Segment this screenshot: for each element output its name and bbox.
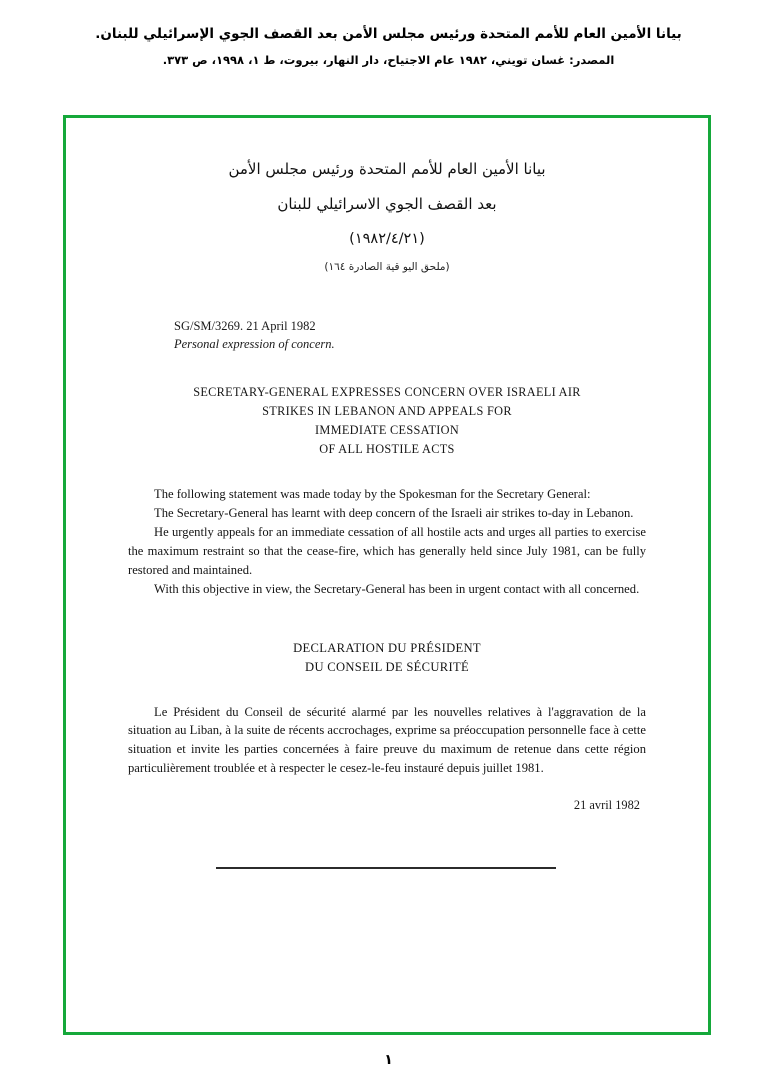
english-paragraph: The Secretary-General has learnt with deep concern of the Israeli air strikes to-day in Lebanon. <box>154 506 634 521</box>
english-heading-line: IMMEDIATE CESSATION <box>314 423 460 438</box>
english-body <box>128 485 646 598</box>
reference-block <box>174 317 646 353</box>
french-heading-line: DU CONSEIL DE SÉCURITÉ <box>305 659 469 674</box>
arabic-title-line2: بعد القصف الجوي الاسرائيلي للبنان <box>277 195 497 213</box>
source-header-title: بيانا الأمين العام للأمم المتحدة ورئيس مجلس الأمن بعد القصف الجوي الإسرائيلي للبنان. <box>95 26 682 42</box>
english-paragraph: The following statement was made today by the Spokesman for the Secretary General: <box>154 487 591 502</box>
french-paragraph: Le Président du Conseil de sécurité alarmé par les nouvelles relatives à l'aggravation de la situation au Liban, à la suite de récents accrochages, exprime sa préoccupation personnelle face à cette situation et invite les parties concernées à faire preuve du maximum de retenue dans cette région particulièrement troublée et à respecter le cesez-le-feu instauré depuis juillet 1981. <box>128 704 646 776</box>
arabic-title-note: (ملحق اليو قية الصادرة ١٦٤) <box>324 261 450 273</box>
french-heading-line: DECLARATION DU PRÉSIDENT <box>293 640 481 655</box>
arabic-title-date: (١٩٨٢/٤/٢١) <box>349 231 425 247</box>
arabic-title-block <box>128 160 646 273</box>
french-body <box>128 703 646 779</box>
english-paragraph: He urgently appeals for an immediate cessation of all hostile acts and urges all parties to exercise the maximum restraint so that the cease-fire, which has generally held since July 1981, can be fully restored and maintained. <box>128 525 646 577</box>
horizontal-divider <box>216 867 556 869</box>
document-frame <box>63 115 711 1035</box>
french-heading <box>128 639 646 677</box>
english-heading <box>128 383 646 459</box>
page-number: ١ <box>384 1052 393 1068</box>
arabic-title-line1: بيانا الأمين العام للأمم المتحدة ورئيس مجلس الأمن <box>228 160 546 178</box>
source-header-citation: المصدر: غسان تويني، ١٩٨٢ عام الاجتياح، دار النهار، بيروت، ط ١، ١٩٩٨، ص ٣٧٣. <box>162 53 615 67</box>
english-heading-line: SECRETARY-GENERAL EXPRESSES CONCERN OVER ISRAELI AIR <box>193 385 581 400</box>
english-heading-line: STRIKES IN LEBANON AND APPEALS FOR <box>262 404 512 419</box>
source-header <box>0 0 777 67</box>
english-paragraph: With this objective in view, the Secretary-General has been in urgent contact with all concerned. <box>154 581 640 596</box>
document-content <box>66 118 708 813</box>
english-heading-line: OF ALL HOSTILE ACTS <box>319 442 455 457</box>
french-date: 21 avril 1982 <box>573 798 640 813</box>
reference-code: SG/SM/3269. 21 April 1982 <box>174 319 316 333</box>
reference-subtitle: Personal expression of concern. <box>174 337 335 352</box>
